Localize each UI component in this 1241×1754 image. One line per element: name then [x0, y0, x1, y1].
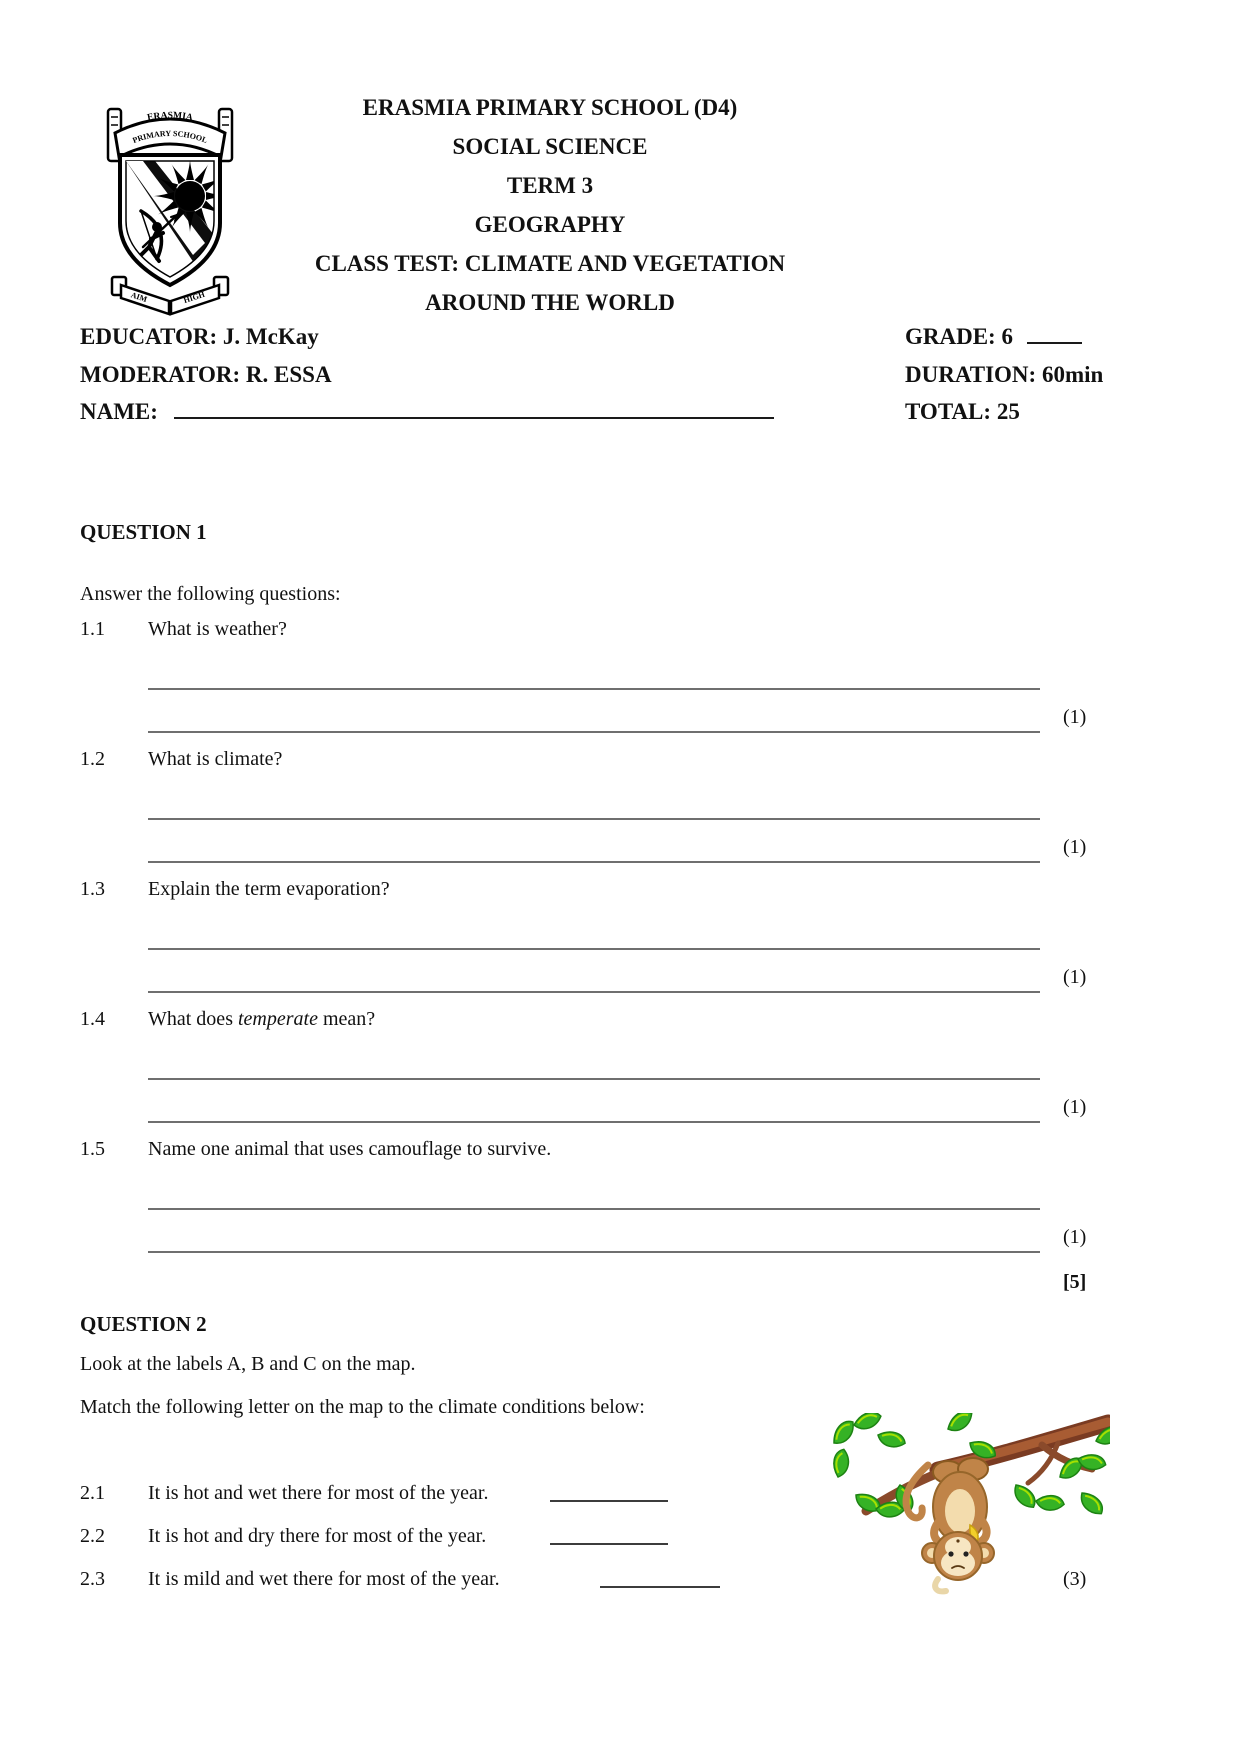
total-line — [905, 397, 1020, 427]
question-text: Name one animal that uses camouflage to survive. — [148, 1138, 552, 1160]
match-answer-blank[interactable] — [550, 1543, 668, 1545]
mark-badge: (1) — [1063, 706, 1087, 728]
total-label: TOTAL: — [905, 399, 992, 424]
question-item-1-2 — [80, 748, 1165, 888]
question1-total-mark: [5] — [1063, 1271, 1087, 1293]
name-line — [80, 397, 774, 427]
crest-banner-text-2: PRIMARY SCHOOL — [131, 128, 209, 146]
question-number: 2.2 — [80, 1525, 105, 1547]
duration-value: 60min — [1041, 362, 1104, 387]
total-value: 25 — [996, 399, 1020, 424]
header-title-block — [0, 88, 1100, 322]
answer-line[interactable] — [148, 731, 1040, 733]
educator-value: J. McKay — [222, 324, 319, 349]
question-number: 2.3 — [80, 1568, 105, 1590]
monkey-clipart-image — [820, 1413, 1110, 1598]
grade-blank-field[interactable] — [1027, 322, 1082, 344]
educator-label: EDUCATOR: — [80, 324, 218, 349]
answer-line[interactable] — [148, 1251, 1040, 1253]
answer-line[interactable] — [148, 991, 1040, 993]
mark-badge: (1) — [1063, 1226, 1087, 1248]
name-label: NAME: — [80, 399, 158, 424]
answer-line[interactable] — [148, 1208, 1040, 1210]
question-item-1-4 — [80, 1008, 1165, 1148]
question-number: 1.4 — [80, 1008, 105, 1030]
answer-line[interactable] — [148, 948, 1040, 950]
question2-intro-2: Match the following letter on the map to the climate conditions below: — [80, 1396, 645, 1418]
question-number: 1.1 — [80, 618, 105, 640]
answer-line[interactable] — [148, 688, 1040, 690]
question-number: 1.5 — [80, 1138, 105, 1160]
question-item-1-5 — [80, 1138, 1165, 1278]
question-number: 1.2 — [80, 748, 105, 770]
duration-label: DURATION: — [905, 362, 1037, 387]
question-number: 2.1 — [80, 1482, 105, 1504]
header-test-title-line2: AROUND THE WORLD — [425, 290, 675, 315]
grade-value: 6 — [1001, 324, 1013, 349]
duration-line — [905, 360, 1103, 390]
mark-badge: (3) — [1063, 1568, 1087, 1590]
moderator-line — [80, 360, 332, 390]
mark-badge: (1) — [1063, 966, 1087, 988]
question-text: It is hot and wet there for most of the year. — [148, 1482, 489, 1504]
header-term: TERM 3 — [506, 173, 594, 198]
header-school-name: ERASMIA PRIMARY SCHOOL (D4) — [362, 95, 738, 120]
crest-banner-text-1: ERASMIA — [146, 110, 194, 124]
question2-intro-1: Look at the labels A, B and C on the map. — [80, 1353, 416, 1375]
mark-badge: (1) — [1063, 836, 1087, 858]
crest-motto-right: HIGH — [182, 289, 206, 306]
match-answer-blank[interactable] — [550, 1500, 668, 1502]
header-test-title-line1: CLASS TEST: CLIMATE AND VEGETATION — [314, 251, 786, 276]
question-text: What is weather? — [148, 618, 287, 640]
match-answer-blank[interactable] — [600, 1586, 720, 1588]
question-text: What is climate? — [148, 748, 283, 770]
question1-title: QUESTION 1 — [80, 520, 207, 544]
name-blank-field[interactable] — [174, 397, 774, 419]
question-text: What does temperate mean? — [148, 1008, 376, 1030]
header-subject: SOCIAL SCIENCE — [452, 134, 648, 159]
monkey — [906, 1458, 994, 1591]
educator-line — [80, 322, 319, 352]
mark-badge: (1) — [1063, 1096, 1087, 1118]
grade-label: GRADE: — [905, 324, 996, 349]
answer-line[interactable] — [148, 861, 1040, 863]
question1-intro: Answer the following questions: — [80, 583, 341, 605]
moderator-label: MODERATOR: — [80, 362, 241, 387]
header-discipline: GEOGRAPHY — [474, 212, 626, 237]
answer-line[interactable] — [148, 1121, 1040, 1123]
moderator-value: R. ESSA — [245, 362, 332, 387]
grade-line — [905, 322, 1082, 352]
answer-line[interactable] — [148, 1078, 1040, 1080]
question-item-1-3 — [80, 878, 1165, 1018]
question-text: Explain the term evaporation? — [148, 878, 390, 900]
answer-line[interactable] — [148, 818, 1040, 820]
question-text: It is mild and wet there for most of the year. — [148, 1568, 500, 1590]
question-number: 1.3 — [80, 878, 105, 900]
crest-motto-left: AIM — [129, 290, 149, 304]
question-text: It is hot and dry there for most of the year. — [148, 1525, 487, 1547]
question2-title: QUESTION 2 — [80, 1312, 207, 1336]
question-item-1-1 — [80, 618, 1165, 758]
